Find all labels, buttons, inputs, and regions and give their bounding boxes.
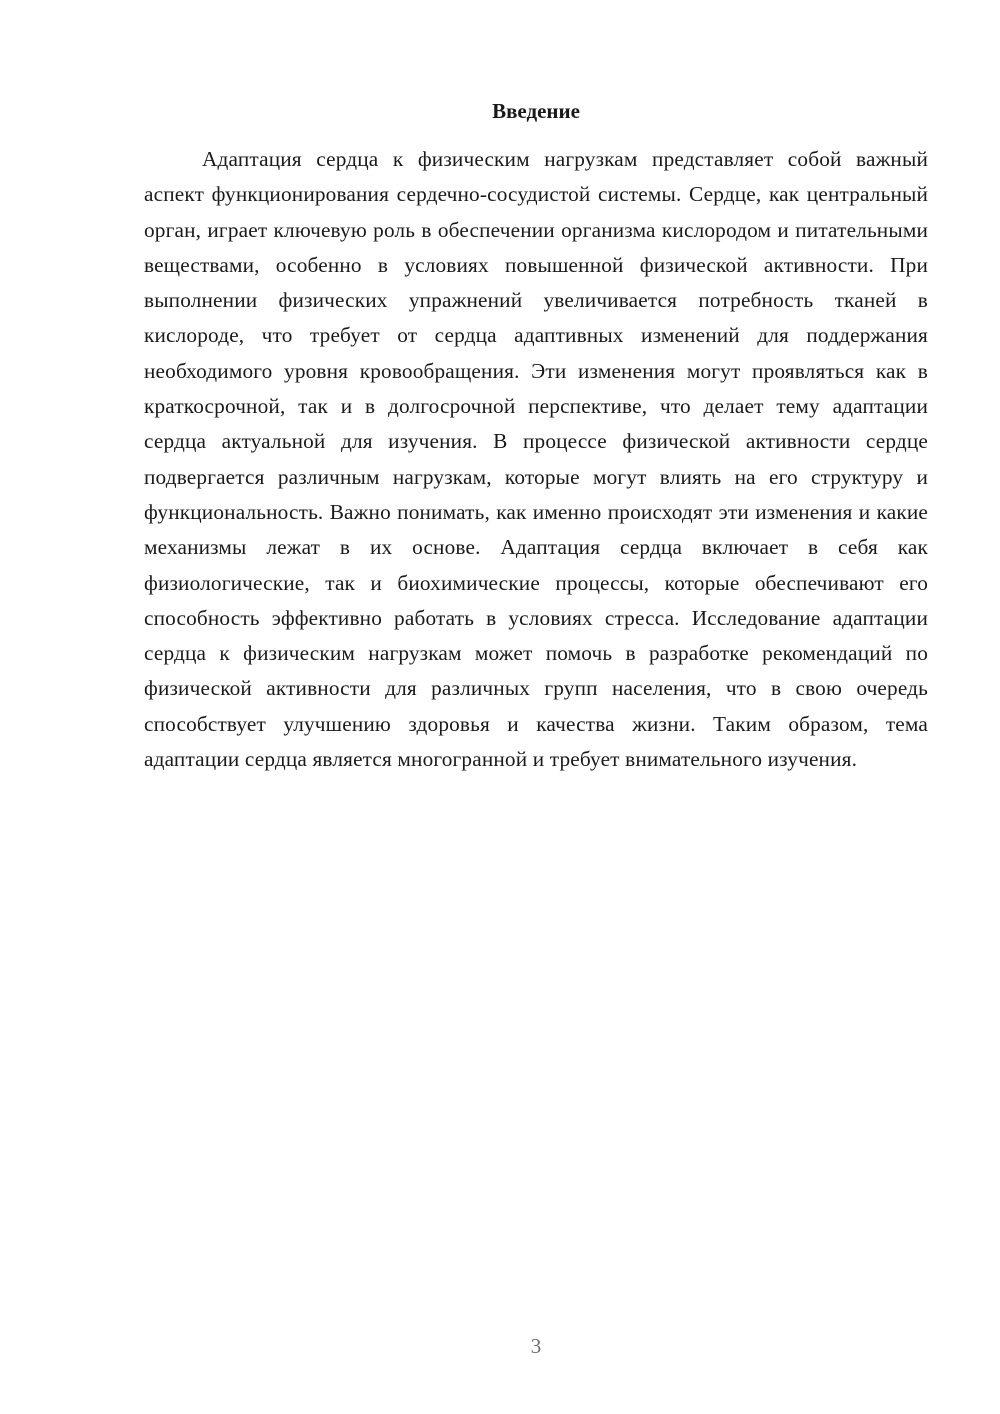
page-number: 3 — [530, 1334, 542, 1358]
body-paragraph: Адаптация сердца к физическим нагрузкам представляет собой важный аспект функционирования сердечно-сосудистой системы. Сердце, как центральный орган, играет ключевую роль в обеспечении организма кислородом и питательными веществами, особенно в условиях повышенной физической активности. При выполнении физических упражнений увеличивается потребность тканей в кислороде, что требует от сердца адаптивных изменений для поддержания необходимого уровня кровообращения. Эти изменения могут проявляться как в краткосрочной, так и в долгосрочной перспективе, что делает тему адаптации сердца актуальной для изучения. В процессе физической активности сердце подвергается различным нагрузкам, которые могут влиять на его структуру и функциональность. Важно понимать, как именно происходят эти изменения и какие механизмы лежат в их основе. Адаптация сердца включает в себя как физиологические, так и биохимические процессы, которые обеспечивают его способность эффективно работать в условиях стресса. Исследование адаптации сердца к физическим нагрузкам может помочь в разработке рекомендаций по физической активности для различных групп населения, что в свою очередь способствует улучшению здоровья и качества жизни. Таким образом, тема адаптации сердца является многогранной и требует внимательного изучения. — [144, 147, 928, 772]
section-heading: Введение — [492, 99, 580, 123]
